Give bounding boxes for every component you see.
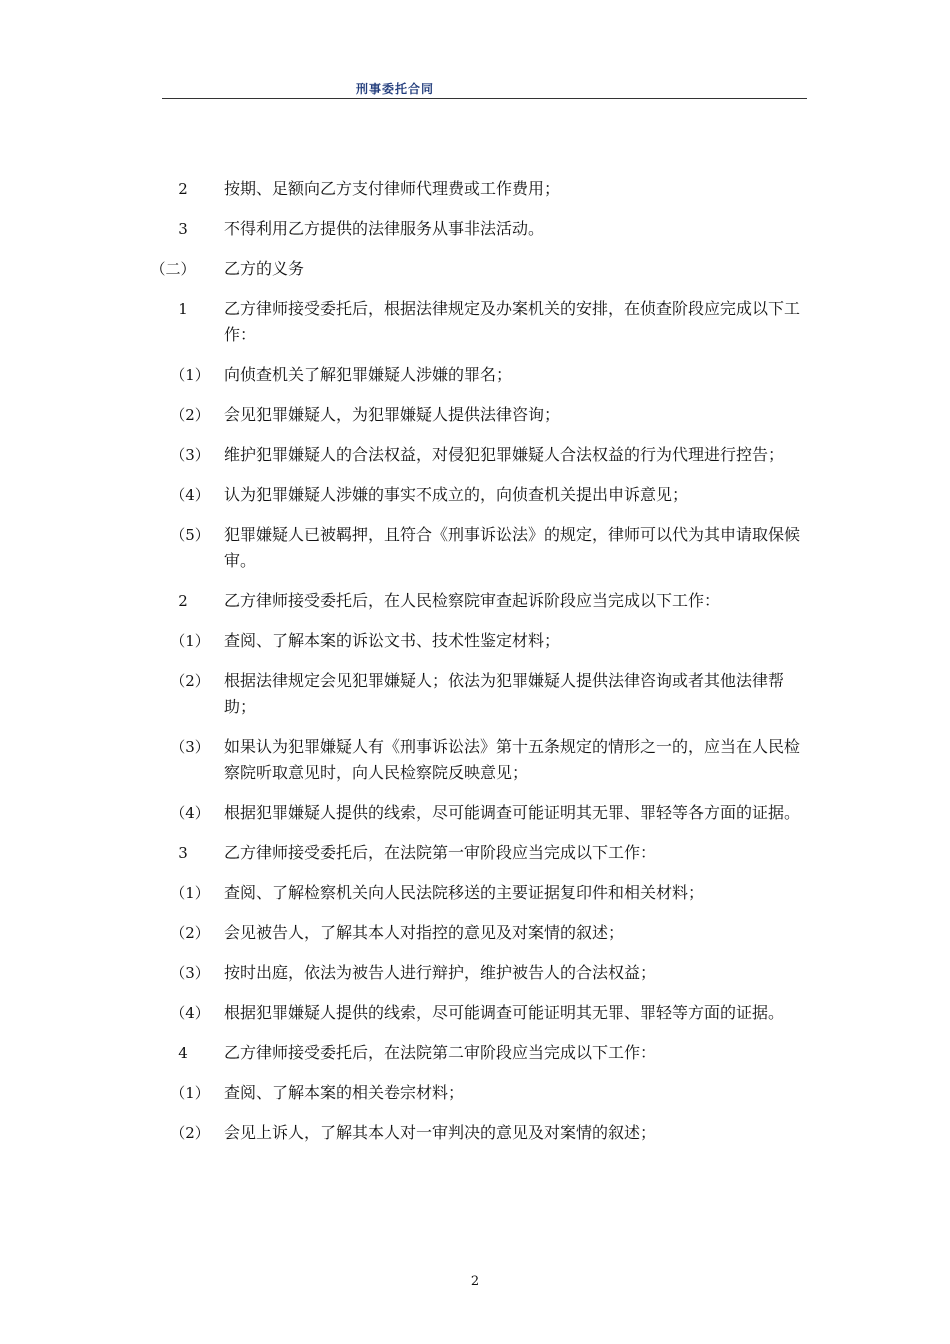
item-number: （1）: [170, 1084, 210, 1102]
item-number: （5）: [170, 526, 210, 544]
list-item: [0, 482, 950, 508]
item-text: 会见犯罪嫌疑人，为犯罪嫌疑人提供法律咨询；: [224, 405, 561, 424]
item-number: 2: [178, 180, 188, 198]
item-number: （2）: [170, 924, 210, 942]
list-item: [0, 296, 950, 348]
item-text: 查阅、了解检察机关向人民法院移送的主要证据复印件和相关材料；: [224, 883, 705, 902]
item-text: 乙方律师接受委托后，在法院第一审阶段应当完成以下工作：: [224, 843, 657, 862]
header-title: 刑事委托合同: [356, 82, 435, 96]
item-text: 根据犯罪嫌疑人提供的线索，尽可能调查可能证明其无罪、罪轻等方面的证据。: [224, 1003, 785, 1022]
item-number: 1: [178, 300, 188, 318]
item-text: 维护犯罪嫌疑人的合法权益，对侵犯犯罪嫌疑人合法权益的行为代理进行控告；: [224, 445, 785, 464]
item-text: 按时出庭，依法为被告人进行辩护，维护被告人的合法权益；: [224, 963, 657, 982]
document-body: [0, 176, 950, 1160]
item-number: 4: [178, 1044, 188, 1062]
list-item: [0, 1040, 950, 1066]
list-item: [0, 734, 950, 786]
item-number: （4）: [170, 486, 210, 504]
item-text: 如果认为犯罪嫌疑人有《刑事诉讼法》第十五条规定的情形之一的，应当在人民检察院听取意见时，向人民检察院反映意见；: [224, 737, 801, 782]
item-number: 2: [178, 592, 188, 610]
list-item: [0, 442, 950, 468]
item-number: 3: [178, 844, 188, 862]
list-item: [0, 800, 950, 826]
item-number: （3）: [170, 738, 210, 756]
item-number: （1）: [170, 632, 210, 650]
item-text: 查阅、了解本案的诉讼文书、技术性鉴定材料；: [224, 631, 561, 650]
item-text: 根据法律规定会见犯罪嫌疑人；依法为犯罪嫌疑人提供法律咨询或者其他法律帮助；: [224, 671, 785, 716]
list-item: [0, 1000, 950, 1026]
item-number: （1）: [170, 366, 210, 384]
item-text: 乙方律师接受委托后，根据法律规定及办案机关的安排，在侦查阶段应完成以下工作：: [224, 299, 801, 344]
item-number: （3）: [170, 446, 210, 464]
list-item: [0, 176, 950, 202]
list-item: [0, 628, 950, 654]
list-item: [0, 402, 950, 428]
list-item: [0, 588, 950, 614]
item-text: 乙方的义务: [224, 259, 305, 278]
item-number: （二）: [150, 260, 196, 278]
list-item: [0, 362, 950, 388]
list-item: [0, 840, 950, 866]
item-text: 乙方律师接受委托后，在人民检察院审查起诉阶段应当完成以下工作：: [224, 591, 721, 610]
item-number: （2）: [170, 672, 210, 690]
item-text: 不得利用乙方提供的法律服务从事非法活动。: [224, 219, 545, 238]
list-item: [0, 216, 950, 242]
item-number: （3）: [170, 964, 210, 982]
list-item: [0, 668, 950, 720]
item-text: 根据犯罪嫌疑人提供的线索，尽可能调查可能证明其无罪、罪轻等各方面的证据。: [224, 803, 801, 822]
item-number: （2）: [170, 1124, 210, 1142]
list-item: [0, 960, 950, 986]
item-text: 认为犯罪嫌疑人涉嫌的事实不成立的，向侦查机关提出申诉意见；: [224, 485, 689, 504]
item-number: （1）: [170, 884, 210, 902]
item-text: 查阅、了解本案的相关卷宗材料；: [224, 1083, 465, 1102]
list-item: [0, 256, 950, 282]
item-number: （2）: [170, 406, 210, 424]
list-item: [0, 522, 950, 574]
header-divider: [162, 98, 807, 99]
item-text: 按期、足额向乙方支付律师代理费或工作费用；: [224, 179, 561, 198]
list-item: [0, 1120, 950, 1146]
item-text: 犯罪嫌疑人已被羁押，且符合《刑事诉讼法》的规定，律师可以代为其申请取保候审。: [224, 525, 801, 570]
list-item: [0, 920, 950, 946]
item-number: （4）: [170, 1004, 210, 1022]
page-number: 2: [470, 1274, 480, 1289]
list-item: [0, 880, 950, 906]
item-text: 向侦查机关了解犯罪嫌疑人涉嫌的罪名；: [224, 365, 513, 384]
item-number: （4）: [170, 804, 210, 822]
item-text: 会见上诉人，了解其本人对一审判决的意见及对案情的叙述；: [224, 1123, 657, 1142]
list-item: [0, 1080, 950, 1106]
item-number: 3: [178, 220, 188, 238]
item-text: 会见被告人，了解其本人对指控的意见及对案情的叙述；: [224, 923, 625, 942]
item-text: 乙方律师接受委托后，在法院第二审阶段应当完成以下工作：: [224, 1043, 657, 1062]
